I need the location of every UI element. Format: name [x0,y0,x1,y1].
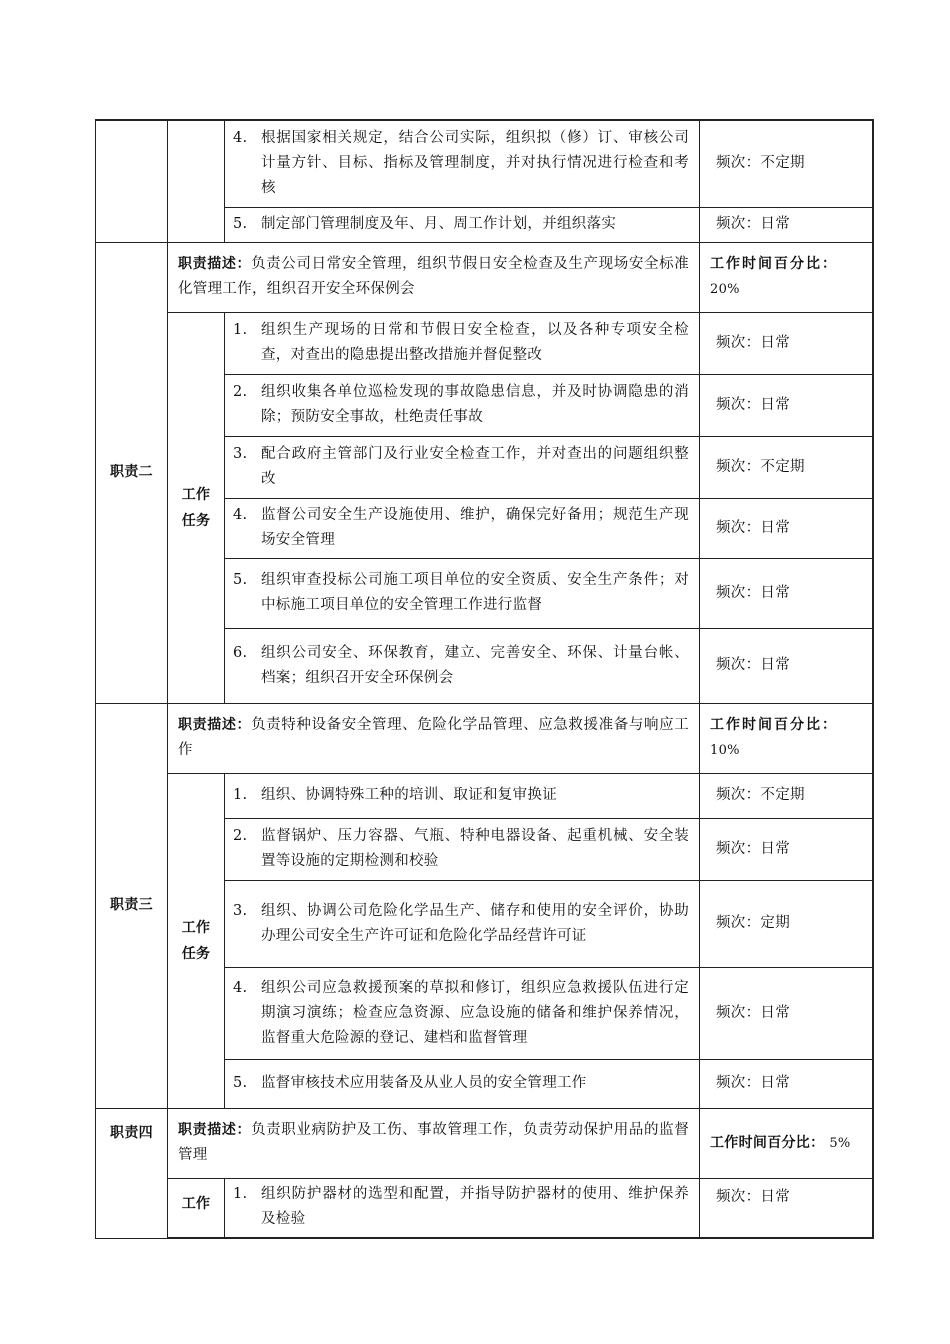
task-text: 监督审核技术应用装备及从业人员的安全管理工作 [261,1075,587,1091]
duty-description-row [96,1108,873,1178]
task-text: 制定部门管理制度及年、月、周工作计划，并组织落实 [261,216,617,232]
percentage-label: 工作时间百分比： [710,1134,825,1151]
duty-description-row [96,703,873,773]
task-cell: 4. 组织公司应急救援预案的草拟和修订，组织应急救援队伍进行定期演习演练；检查应急资源、应急设施的储备和维护保养情况，监督重大危险源的登记、建档和监督管理 [225,967,700,1059]
task-cell: 2. 组织收集各单位巡检发现的事故隐患信息，并及时协调隐患的消除；预防安全事故，杜绝责任事故 [225,374,700,436]
table-row [96,120,873,207]
duty-description [168,703,700,773]
description-label: 职责描述： [178,717,252,733]
task-cell: 2. 监督锅炉、压力容器、气瓶、特种电器设备、起重机械、安全装置等设施的定期检测和校验 [225,818,700,880]
percentage-label: 工作时间百分比： [710,256,838,272]
frequency: 频次：日常 [700,558,873,628]
frequency: 频次：日常 [700,1059,873,1108]
description-text: 负责公司日常安全管理，组织节假日安全检查及生产现场安全标准化管理工作，组织召开安全环保例会 [178,256,689,297]
task-label: 工作 [168,1178,225,1238]
percentage-value: 10% [710,743,740,758]
task-cell: 3. 配合政府主管部门及行业安全检查工作，并对查出的问题组织整改 [225,436,700,498]
frequency: 频次：日常 [700,207,873,242]
frequency: 频次：日常 [700,818,873,880]
task-cell: 3. 组织、协调公司危险化学品生产、储存和使用的安全评价，协助办理公司安全生产许可证和危险化学品经营许可证 [225,880,700,967]
task-cell: 1. 组织生产现场的日常和节假日安全检查，以及各种专项安全检查，对查出的隐患提出整改措施并督促整改 [225,312,700,374]
table-row [96,312,873,374]
task-cell: 6. 组织公司安全、环保教育，建立、完善安全、环保、计量台帐、档案；组织召开安全环保例会 [225,628,700,703]
task-label-cell [168,120,225,242]
duty-label: 职责四 [96,1108,168,1238]
duty-description [168,242,700,312]
task-text: 组织公司应急救援预案的草拟和修订，组织应急救援队伍进行定期演习演练；检查应急资源、应急设施的储备和维护保养情况，监督重大危险源的登记、建档和监督管理 [261,979,689,1046]
task-cell: 5. 组织审查投标公司施工项目单位的安全资质、安全生产条件；对中标施工项目单位的安全管理工作进行监督 [225,558,700,628]
duty-description-row [96,242,873,312]
frequency: 频次：日常 [700,628,873,703]
duty-label: 职责三 [96,703,168,1108]
duty-label: 职责二 [96,242,168,703]
task-label: 工作 任务 [168,773,225,1108]
task-cell [225,120,700,207]
task-cell: 1. 组织、协调特殊工种的培训、取证和复审换证 [225,773,700,818]
duty-label-cell [96,120,168,242]
task-text: 组织生产现场的日常和节假日安全检查，以及各种专项安全检查，对查出的隐患提出整改措施并督促整改 [261,322,689,363]
table-row [96,1178,873,1238]
task-text: 组织审查投标公司施工项目单位的安全资质、安全生产条件；对中标施工项目单位的安全管理工作进行监督 [261,572,689,613]
task-cell [225,207,700,242]
frequency: 频次：定期 [700,880,873,967]
task-cell: 5. 监督审核技术应用装备及从业人员的安全管理工作 [225,1059,700,1108]
description-text: 负责特种设备安全管理、危险化学品管理、应急救援准备与响应工作 [178,717,689,758]
description-label: 职责描述： [178,1122,252,1138]
task-text: 组织防护器材的选型和配置，并指导防护器材的使用、维护保养及检验 [261,1185,689,1227]
time-percentage [700,703,873,773]
task-text: 组织收集各单位巡检发现的事故隐患信息，并及时协调隐患的消除；预防安全事故，杜绝责任事故 [261,384,689,425]
time-percentage [700,1108,873,1178]
task-cell: 4. 监督公司安全生产设施使用、维护，确保完好备用；规范生产现场安全管理 [225,498,700,558]
frequency: 频次：日常 [700,374,873,436]
percentage-value: 5% [829,1135,851,1151]
description-label: 职责描述： [178,256,252,272]
percentage-value: 20% [710,282,740,297]
task-text: 配合政府主管部门及行业安全检查工作，并对查出的问题组织整改 [261,446,689,487]
time-percentage [700,242,873,312]
task-label: 工作 任务 [168,312,225,703]
frequency: 频次：日常 [700,498,873,558]
frequency: 频次：不定期 [700,773,873,818]
percentage-label: 工作时间百分比： [710,717,838,733]
task-text: 监督锅炉、压力容器、气瓶、特种电器设备、起重机械、安全装置等设施的定期检测和校验 [261,828,689,869]
task-text: 组织、协调公司危险化学品生产、储存和使用的安全评价，协助办理公司安全生产许可证和危险化学品经营许可证 [261,902,689,944]
duty-description [168,1108,700,1178]
duty-table [95,119,874,1239]
frequency: 频次：日常 [700,967,873,1059]
task-text: 监督公司安全生产设施使用、维护，确保完好备用；规范生产现场安全管理 [261,507,689,548]
description-text: 负责职业病防护及工伤、事故管理工作，负责劳动保护用品的监督管理 [178,1122,689,1163]
task-cell: 1. 组织防护器材的选型和配置，并指导防护器材的使用、维护保养及检验 [225,1178,700,1238]
task-number: 5. [233,216,248,232]
task-text: 组织、协调特殊工种的培训、取证和复审换证 [261,787,557,803]
frequency: 频次：日常 [700,1178,873,1238]
frequency: 频次：不定期 [700,120,873,207]
task-text: 组织公司安全、环保教育，建立、完善安全、环保、计量台帐、档案；组织召开安全环保例会 [261,644,689,686]
frequency: 频次：不定期 [700,436,873,498]
table-row [96,773,873,818]
task-number: 4. [233,130,248,147]
frequency: 频次：日常 [700,312,873,374]
task-text: 根据国家相关规定，结合公司实际，组织拟（修）订、审核公司计量方针、目标、指标及管理制度，并对执行情况进行检查和考核 [261,130,689,197]
